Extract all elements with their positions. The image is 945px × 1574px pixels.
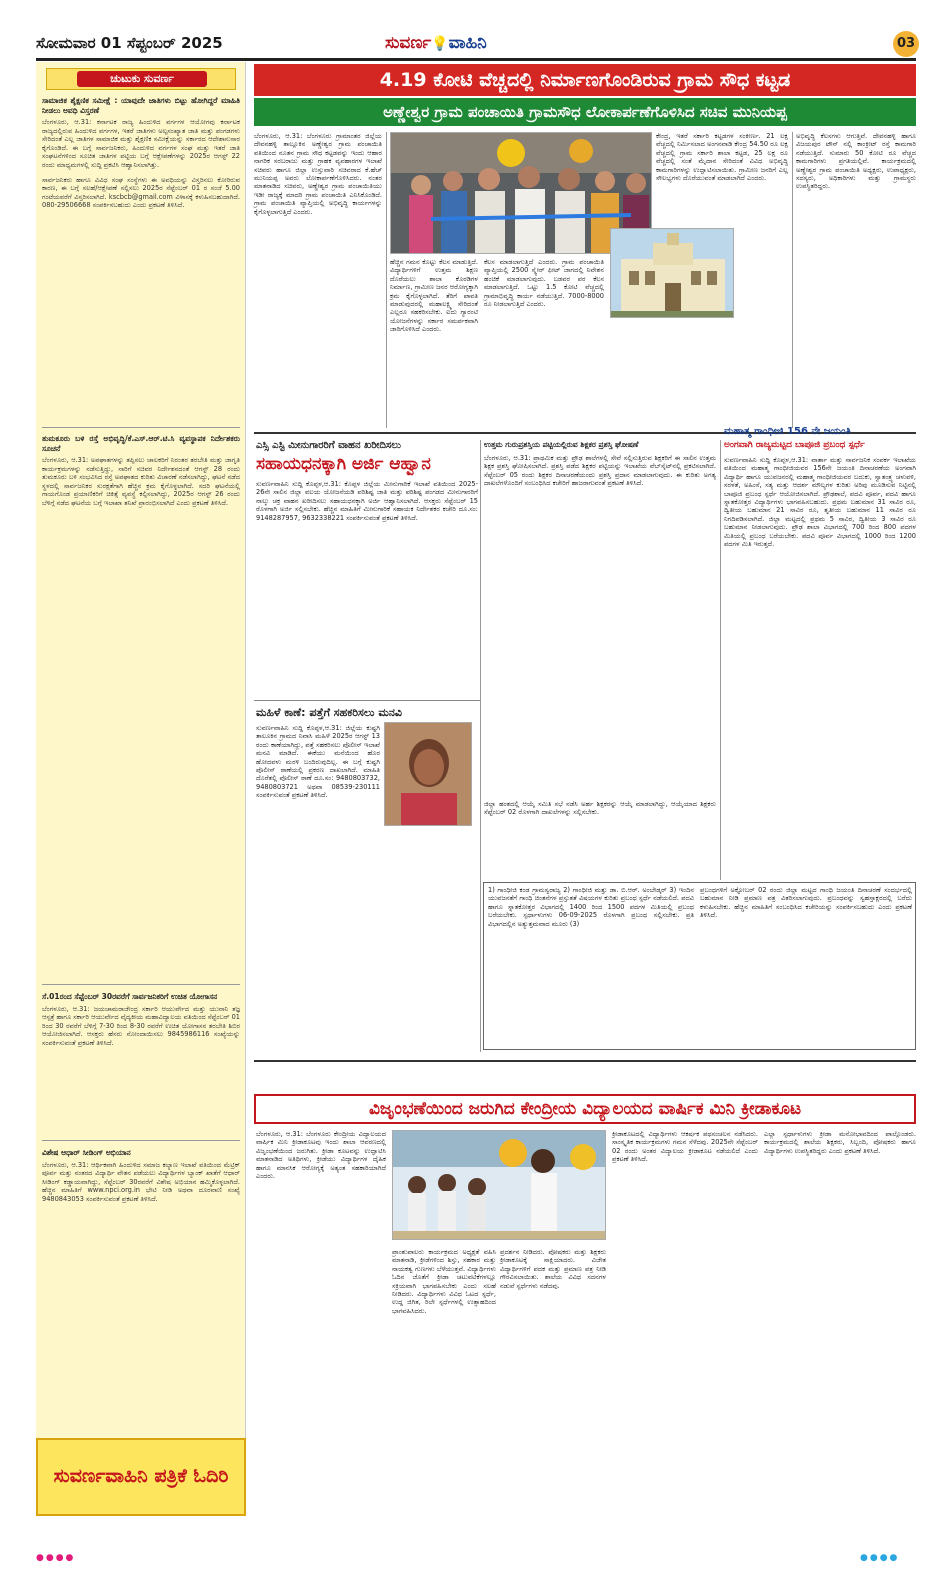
sports-column-2: ಪ್ರಾಂಶುಪಾಲರು ಕಾರ್ಯಕ್ರಮದ ಅಧ್ಯಕ್ಷತೆ ವಹಿಸಿ ಮಾತನಾಡಿ, ಕ್ರೀಡೆಗಳಿಂದ ಶಿಸ್ತು, ಸಹಕಾರ ಮತ್ತು ನಾಯಕತ್ವ ಗುಣಗಳು ಬೆಳೆಯುತ್ತವೆ. ವಿದ್ಯಾರ್ಥಿಗಳು ಓದಿನ ಜೊತೆಗೆ ಕ್ರೀಡಾ ಚಟುವಟಿಕೆಗಳಲ್ಲೂ ಸಕ್ರಿಯವಾಗಿ ಭಾಗವಹಿಸಬೇಕು ಎಂದು ಸಲಹೆ ನೀಡಿದರು. ವಿದ್ಯಾರ್ಥಿಗಳು ವಿವಿಧ ಓಟದ ಸ್ಪರ್ಧೆ, ಉದ್ದ ಜಿಗಿತ, ರಿಲೇ ಸ್ಪರ್ಧೆಗಳಲ್ಲಿ ಉತ್ಸಾಹದಿಂದ ಭಾಗವಹಿಸಿದರು. — [392, 1248, 496, 1315]
sports-column-1: ಬೆಂಗಳೂರು, ಆ.31: ಬೆಂಗಳೂರು ಕೇಂದ್ರೀಯ ವಿದ್ಯಾಲಯದ ವಾರ್ಷಿಕ ಮಿನಿ ಕ್ರೀಡಾಕೂಟವು ಇಂದು ಶಾಲಾ ಆವರಣದಲ್ಲಿ ವಿಜೃಂಭಣೆಯಿಂದ ಜರುಗಿತು. ಕ್ರೀಡಾ ಕೂಟವನ್ನು ಉದ್ಘಾಟಿಸಿ ಮಾತನಾಡಿದ ಅತಿಥಿಗಳು, ಕ್ರೀಡೆಯು ವಿದ್ಯಾರ್ಥಿಗಳ ದೈಹಿಕ ಹಾಗೂ ಮಾನಸಿಕ ಆರೋಗ್ಯಕ್ಕೆ ಅತ್ಯಂತ ಸಹಕಾರಿಯಾಗಿದೆ ಎಂದರು. — [256, 1130, 386, 1181]
lead-column-5: ಅಭಿವೃದ್ಧಿ ಕೆಲಸಗಳು ಆಗುತ್ತಿವೆ. ದೇವನಹಳ್ಳಿ ಹಾಗೂ ವಿಜಯಪುರ ಟೌನ್ ನಲ್ಲಿ ಕಾಂಕ್ರೀಟ್ ರಸ್ತೆ ಕಾಮಗಾರಿ ನಡೆಯುತ್ತಿದೆ. ಸುಮಾರು 50 ಕೋಟಿ ರೂ ವೆಚ್ಚದ ಕಾಮಗಾರಿಗಳು ಪ್ರಗತಿಯಲ್ಲಿವೆ. ಕಾರ್ಯಕ್ರಮದಲ್ಲಿ ಅಣ್ಣೇಶ್ವರ ಗ್ರಾಮ ಪಂಚಾಯಿತಿ ಅಧ್ಯಕ್ಷರು, ಉಪಾಧ್ಯಕ್ಷರು, ಸದಸ್ಯರು, ಅಧಿಕಾರಿಗಳು ಮತ್ತು ಗ್ರಾಮಸ್ಥರು ಉಪಸ್ಥಿತರಿದ್ದರು. — [796, 132, 916, 191]
divider — [42, 1140, 240, 1141]
brief-yoga — [42, 992, 240, 1047]
brand-right: ವಾಹಿನಿ — [448, 33, 487, 53]
promo-banner — [36, 1438, 246, 1516]
brief-yoga-body: ಬೆಂಗಳೂರು, ಆ.31: ಜಯಚಾಮರಾಜೇಂದ್ರ ಸರ್ಕಾರಿ ಆಯುರ್ವೇದ ಮತ್ತು ಯುನಾನಿ ತಜ್ಞ ಆಸ್ಪತ್ರೆ ಹಾಗೂ ಸರ್ಕಾರಿ ಆಯುರ್ವೇದ ವೈದ್ಯಕೀಯ ಮಹಾವಿದ್ಯಾಲಯ ವತಿಯಿಂದ ಸೆಪ್ಟೆಂಬರ್ 01 ರಿಂದ 30 ರವರೆಗೆ ಬೆಳಿಗ್ಗೆ 7-30 ರಿಂದ 8-30 ರವರೆಗೆ ಉಚಿತ ಯೋಗಾಸನ ತರಬೇತಿ ಶಿಬಿರ ಆಯೋಜಿಸಲಾಗಿದೆ. ಆಸಕ್ತರು ಹೆಸರು ನೋಂದಾಯಿಸಲು 9845986116 ಸಂಖ್ಯೆಯನ್ನು ಸಂಪರ್ಕಿಸುವಂತೆ ಪ್ರಕಟಣೆ ತಿಳಿಸಿದೆ. — [42, 1004, 240, 1047]
brief-aadhaar — [42, 1148, 240, 1203]
divider — [42, 984, 240, 985]
masthead-rule — [36, 58, 916, 61]
masthead — [0, 0, 945, 58]
brief-survey-body-2: ಸಾರ್ವಜನಿಕರು ಹಾಗೂ ವಿವಿಧ ಸಂಘ ಸಂಸ್ಥೆಗಳು ಈ ಅವಧಿಯನ್ನು ವಿಸ್ತರಿಸಲು ಕೋರಿರುವ ಕಾರಣ, ಈ ಬಗ್ಗೆ ಸಲಹೆ/ಆಕ್ಷೇಪಣೆ ಸಲ್ಲಿಸಲು 2025ರ ಸೆಪ್ಟೆಂಬರ್ 01 ರ ಸಂಜೆ 5.00 ಗಂಟೆಯವರೆಗೆ ವಿಸ್ತರಿಸಲಾಗಿದೆ. kscbcb@gmail.com ವಿಳಾಸಕ್ಕೆ ಕಳುಹಿಸಬಹುದಾಗಿದೆ. 080-29506668 ಸಂಪರ್ಕಿಸಬಹುದು ಎಂದು ಪ್ರಕಟಣೆ ತಿಳಿಸಿದೆ. — [42, 175, 240, 210]
gandhi-headline: ಅಂಗವಾಗಿ ರಾಜ್ಯಮಟ್ಟದ ಬಾಪೂಜಿ ಪ್ರಬಂಧ ಸ್ಪರ್ಧೆ — [724, 440, 865, 450]
lead-column-4: ಕೇಂದ್ರ, ಇತರೆ ಸರ್ಕಾರಿ ಕಟ್ಟಡಗಳ ಸಂಕೀರ್ಣ. 21 ಲಕ್ಷ ವೆಚ್ಚದಲ್ಲಿ ನಿರ್ಮಿಸಲಾದ ಅಂಗನವಾಡಿ ಕೇಂದ್ರ 54.50 ರೂ ಲಕ್ಷ ವೆಚ್ಚದಲ್ಲಿ ಗ್ರಾಮ ಸರ್ಕಾರಿ ಶಾಲಾ ಕಟ್ಟಡ, 25 ಲಕ್ಷ ರೂ ವೆಚ್ಚದಲ್ಲಿ ಸಂತೆ ಮೈದಾನ ಸೇರಿದಂತೆ ವಿವಿಧ ಅಭಿವೃದ್ಧಿ ಕಾಮಗಾರಿಗಳನ್ನು ಉದ್ಘಾಟಿಸಲಾಯಿತು. ಗ್ರಾಮೀಣ ಜನರಿಗೆ ಎಲ್ಲ ಸೌಲಭ್ಯಗಳು ದೊರೆಯುವಂತೆ ಮಾಡಲಾಗಿದೆ ಎಂದರು. — [656, 132, 788, 183]
lead-subheadline: ಅಣ್ಣೇಶ್ವರ ಗ್ರಾಮ ಪಂಚಾಯಿತಿ ಗ್ರಾಮಸೌಧ ಲೋಕಾರ್ಪಣೆಗೊಳಿಸಿದ ಸಚಿವ ಮುನಿಯಪ್ಪ — [254, 98, 916, 126]
registration-marks-icon: ●●●● — [860, 1553, 900, 1563]
left-column — [36, 62, 246, 1438]
brief-survey-body: ಬೆಂಗಳೂರು, ಆ.31: ಕರ್ನಾಟಕ ರಾಜ್ಯ ಹಿಂದುಳಿದ ವರ್ಗಗಳ ಆಯೋಗವು ಕರ್ನಾಟಕ ರಾಜ್ಯದಲ್ಲಿರುವ ಹಿಂದುಳಿದ ವರ್ಗಗಳ, ಇತರೆ ಜಾತಿಗಳು ಅಲ್ಪಸಂಖ್ಯಾತ ಜಾತಿ ಮತ್ತು ಪಂಗಡಗಳು ಸೇರಿದಂತೆ ಎಲ್ಲ ಜಾತಿಗಳ ಸಾಮಾಜಿಕ ಮತ್ತು ಶೈಕ್ಷಣಿಕ ಸಮೀಕ್ಷೆಯನ್ನು ಸರ್ಕಾರದ ಆದೇಶಾನುಸಾರ ಕೈಗೊಂಡಿದೆ. ಈ ಬಗ್ಗೆ ಸಾರ್ವಜನಿಕರು, ಹಿಂದುಳಿದ ವರ್ಗಗಳ ಸಂಘ ಮತ್ತು ಇತರೆ ಜಾತಿ ಸಂಘಟನೆಗಳಿಂದ ಸೂಚಿತ ಜಾತಿಗಳ ಪಟ್ಟಿಯ ಬಗ್ಗೆ ಆಕ್ಷೇಪಣೆಗಳನ್ನು 2025ರ ಆಗಸ್ಟ್ 22 ರಂದು ಮಾಧ್ಯಮಗಳಲ್ಲಿ ಸುದ್ದಿ ಪ್ರಕಟಿಸಿ ಆಹ್ವಾನಿಸಲಾಗಿತ್ತು. — [42, 118, 240, 169]
lamp-icon: 💡 — [431, 36, 449, 52]
brand-left: ಸುವರ್ಣ — [385, 33, 432, 53]
sports-illustration — [393, 1131, 606, 1240]
portrait-illustration — [385, 723, 472, 826]
section-rule — [254, 1060, 916, 1062]
section-banner — [46, 68, 236, 90]
sports-column-4: ಕ್ರೀಡಾಕೂಟದಲ್ಲಿ ವಿದ್ಯಾರ್ಥಿಗಳು ಆಕರ್ಷಕ ಪಥಸಂಚಲನ ನಡೆಸಿದರು. ಸಾಂಸ್ಕೃತಿಕ ಕಾರ್ಯಕ್ರಮಗಳು ಗಮನ ಸೆಳೆದವು. 2025ನೇ ಸೆಪ್ಟೆಂಬರ್ 02 ರಂದು ಅಂತರ ವಿದ್ಯಾಲಯ ಕ್ರೀಡಾಕೂಟ ನಡೆಯಲಿದೆ ಎಂದು ಪ್ರಕಟಣೆ ತಿಳಿಸಿದೆ. — [612, 1130, 758, 1164]
column-divider — [720, 440, 721, 880]
sports-headline: ವಿಜೃಂಭಣೆಯಿಂದ ಜರುಗಿದ ಕೇಂದ್ರೀಯ ವಿದ್ಯಾಲಯದ ವಾರ್ಷಿಕ ಮಿನಿ ಕ್ರೀಡಾಕೂಟ — [254, 1094, 916, 1124]
teachers-headline: ಉತ್ತಮ ಗುರುಪ್ರಶಸ್ತಿಯ ಪಟ್ಟಿಯಲ್ಲಿರುವ ಶಿಕ್ಷಕರ ಪ್ರಶಸ್ತಿ ಘೋಷಣೆ — [484, 440, 639, 449]
lead-column-2: ಹೆಚ್ಚಿನ ಗಮನ ಕೊಟ್ಟು ಕೆಲಸ ಮಾಡುತ್ತಿದೆ. ವಿದ್ಯಾರ್ಥಿಗಳಿಗೆ ಉತ್ತಮ ಶಿಕ್ಷಣ ದೊರೆಯಲು ಶಾಲಾ ಕೊಠಡಿಗಳ ನಿರ್ಮಾಣ, ಗ್ರಾಮೀಣ ಜನರ ಆರೋಗ್ಯಕ್ಕಾಗಿ ಕ್ರಮ ಕೈಗೊಳ್ಳಲಾಗಿದೆ. ತೆರಿಗೆ ಪಾವತಿ ಮಾಡುವುದರಲ್ಲಿ ಮಹಾಲಕ್ಷ್ಮಿ ಸೇರಿದಂತೆ ಎಲ್ಲರೂ ಸಹಕರಿಸಬೇಕು. ಐದು ಗ್ಯಾರಂಟಿ ಯೋಜನೆಗಳನ್ನು ಸರ್ಕಾರ ಸಮರ್ಪಕವಾಗಿ ಜಾರಿಗೊಳಿಸಿದೆ ಎಂದರು. — [390, 258, 478, 334]
sc-st-headline: ಸಹಾಯಧನಕ್ಕಾಗಿ ಅರ್ಜಿ ಆಹ್ವಾನ — [256, 454, 431, 474]
sc-st-body: ಸುವರ್ಣವಾಹಿನಿ ಸುದ್ದಿ ಕೊಪ್ಪಳ,ಆ.31: ಕೊಪ್ಪಳ ಜಿಲ್ಲೆಯ ಮೀನುಗಾರಿಕೆ ಇಲಾಖೆ ವತಿಯಿಂದ 2025-26ನೇ ಸಾಲಿನ ಜಿಲ್ಲಾ ವಲಯ ಯೋಜನೆಯಡಿ ಪರಿಶಿಷ್ಟ ಜಾತಿ ಮತ್ತು ಪರಿಶಿಷ್ಟ ಪಂಗಡದ ಮೀನುಗಾರರಿಗೆ ನಾಲ್ಕು ಚಕ್ರ ವಾಹನ ಖರೀದಿಸಲು ಸಹಾಯಧನಕ್ಕಾಗಿ ಅರ್ಜಿ ಆಹ್ವಾನಿಸಲಾಗಿದೆ. ಆಸಕ್ತರು ಸೆಪ್ಟೆಂಬರ್ 15 ರೊಳಗಾಗಿ ಅರ್ಜಿ ಸಲ್ಲಿಸಬೇಕು. ಹೆಚ್ಚಿನ ಮಾಹಿತಿಗೆ ಮೀನುಗಾರಿಕೆ ಸಹಾಯಕ ನಿರ್ದೇಶಕರ ಕಚೇರಿ ದೂ.ಸಂ: 9148287957, 9632338221 ಸಂಪರ್ಕಿಸುವಂತೆ ಪ್ರಕಟಣೆ ತಿಳಿಸಿದೆ. — [256, 480, 478, 522]
brief-survey-headline: ಸಾಮಾಜಿಕ ಶೈಕ್ಷಣಿಕ ಸಮೀಕ್ಷೆ : ಯಾವುದೇ ಜಾತಿಗಳು ಬಿಟ್ಟು ಹೋಗಿದ್ದರೆ ಮಾಹಿತಿ ನೀಡಲು ಅವಧಿ ವಿಸ್ತರಣೆ — [42, 96, 240, 115]
registration-marks-icon: ●●●● — [36, 1553, 76, 1563]
lead-column-1: ಬೆಂಗಳೂರು, ಆ.31: ಬೆಂಗಳೂರು ಗ್ರಾಮಾಂತರ ಜಿಲ್ಲೆಯ ದೇವನಹಳ್ಳಿ ತಾಲ್ಲೂಕಿನ ಅಣ್ಣೇಶ್ವರ ಗ್ರಾಮ ಪಂಚಾಯಿತಿ ವತಿಯಿಂದ ನೂತನ ಗ್ರಾಮ ಸೌಧ ಕಟ್ಟಡವನ್ನು ಇಂದು ಆಹಾರ ನಾಗರಿಕ ಸರಬರಾಜು ಮತ್ತು ಗ್ರಾಹಕ ವ್ಯವಹಾರಗಳ ಇಲಾಖೆ ಸಚಿವರು ಹಾಗೂ ಜಿಲ್ಲಾ ಉಸ್ತುವಾರಿ ಸಚಿವರಾದ ಕೆ.ಹೆಚ್ ಮುನಿಯಪ್ಪ ಅವರು ಲೋಕಾರ್ಪಣೆಗೊಳಿಸಿದರು. ನಂತರ ಮಾತನಾಡಿದ ಸಚಿವರು, ಅಣ್ಣೇಶ್ವರ ಗ್ರಾಮ ಪಂಚಾಯಿತಿಯು ಇಡೀ ರಾಜ್ಯಕ್ಕೆ ಮಾದರಿ ಗ್ರಾಮ ಪಂಚಾಯಿತಿ ಎನಿಸಿಕೊಂಡಿದೆ. ಗ್ರಾಮ ಪಂಚಾಯಿತಿ ವ್ಯಾಪ್ತಿಯಲ್ಲಿ ಅಭಿವೃದ್ಧಿ ಕಾರ್ಯಗಳನ್ನು ಕೈಗೊಳ್ಳಲಾಗುತ್ತಿದೆ ಎಂದರು. — [254, 132, 382, 216]
missing-woman-body: ಸುವರ್ಣವಾಹಿನಿ ಸುದ್ದಿ ಕೊಪ್ಪಳ,ಆ.31: ಜಿಲ್ಲೆಯ ಕುಷ್ಟಗಿ ತಾಲೂಕಿನ ಗ್ರಾಮದ ನಿವಾಸಿ ಮಹಿಳೆ 2025ರ ಆಗಸ್ಟ್ 13 ರಂದು ಕಾಣೆಯಾಗಿದ್ದು, ಪತ್ತೆ ಸಹಕರಿಸಲು ಪೊಲೀಸ್ ಇಲಾಖೆ ಮನವಿ ಮಾಡಿದೆ. ಈಕೆಯು ಮನೆಯಿಂದ ಹೊರ ಹೋದವಳು ಮರಳಿ ಬಂದಿರುವುದಿಲ್ಲ. ಈ ಬಗ್ಗೆ ಕುಷ್ಟಗಿ ಪೊಲೀಸ್ ಠಾಣೆಯಲ್ಲಿ ಪ್ರಕರಣ ದಾಖಲಾಗಿದೆ. ಮಾಹಿತಿ ದೊರೆತಲ್ಲಿ ಪೊಲೀಸ್ ಠಾಣೆ ದೂ.ಸಂ: 9480803732, 9480803721 ಅಥವಾ 08539-230111 ಸಂಪರ್ಕಿಸುವಂತೆ ಪ್ರಕಟಣೆ ತಿಳಿಸಿದೆ. — [256, 724, 380, 800]
promo-text: ಸುವರ್ಣವಾಹಿನಿ ಪತ್ರಿಕೆ ಓದಿರಿ — [53, 1465, 229, 1487]
brief-aadhaar-body: ಬೆಂಗಳೂರು, ಆ.31: ಆರ್ಥಿಕವಾಗಿ ಹಿಂದುಳಿದ ಸಮಾಜ ಕಲ್ಯಾಣ ಇಲಾಖೆ ವತಿಯಿಂದ ಮೆಟ್ರಿಕ್ ಪೂರ್ವ ಮತ್ತು ನಂತರದ ವಿದ್ಯಾರ್ಥಿ ವೇತನ ಪಡೆಯಲು ವಿದ್ಯಾರ್ಥಿಗಳ ಬ್ಯಾಂಕ್ ಖಾತೆಗೆ ಆಧಾರ್ ಸೀಡಿಂಗ್ ಕಡ್ಡಾಯವಾಗಿದ್ದು, ಸೆಪ್ಟೆಂಬರ್ 30ರವರೆಗೆ ವಿಶೇಷ ಅಭಿಯಾನ ಹಮ್ಮಿಕೊಳ್ಳಲಾಗಿದೆ. ಹೆಚ್ಚಿನ ಮಾಹಿತಿಗೆ www.npci.org.in ಭೇಟಿ ನೀಡಿ ಅಥವಾ ದೂರವಾಣಿ ಸಂಖ್ಯೆ 9480843053 ಸಂಪರ್ಕಿಸುವಂತೆ ಪ್ರಕಟಣೆ ತಿಳಿಸಿದೆ. — [42, 1160, 240, 1203]
brand-logo — [385, 33, 487, 53]
sports-column-3: ಪ್ರದರ್ಶನ ನೀಡಿದರು. ಪೋಷಕರು ಮತ್ತು ಶಿಕ್ಷಕರು ಕ್ರೀಡಾಕೂಟಕ್ಕೆ ಸಾಕ್ಷಿಯಾದರು. ವಿಜೇತ ವಿದ್ಯಾರ್ಥಿಗಳಿಗೆ ಪದಕ ಮತ್ತು ಪ್ರಮಾಣ ಪತ್ರ ನೀಡಿ ಗೌರವಿಸಲಾಯಿತು. ಶಾಲೆಯ ವಿವಿಧ ಸದನಗಳ ನಡುವೆ ಸ್ಪರ್ಧೆಗಳು ನಡೆದವು. — [500, 1248, 606, 1290]
sports-column-5: ಎಲ್ಲಾ ಸ್ಪರ್ಧಾಳುಗಳು ಕ್ರೀಡಾ ಮನೋಭಾವದಿಂದ ಪಾಲ್ಗೊಂಡರು. ಕಾರ್ಯಕ್ರಮದಲ್ಲಿ ಶಾಲೆಯ ಶಿಕ್ಷಕರು, ಸಿಬ್ಬಂದಿ, ಪೋಷಕರು ಹಾಗೂ ವಿದ್ಯಾರ್ಥಿಗಳು ಉಪಸ್ಥಿತರಿದ್ದರು ಎಂದು ಪ್ರಕಟಣೆ ತಿಳಿಸಿದೆ. — [764, 1130, 916, 1155]
teachers-body: ಬೆಂಗಳೂರು, ಆ.31: ಪ್ರಾಥಮಿಕ ಮತ್ತು ಪ್ರೌಢ ಶಾಲೆಗಳಲ್ಲಿ ಸೇವೆ ಸಲ್ಲಿಸುತ್ತಿರುವ ಶಿಕ್ಷಕರಿಗೆ ಈ ಸಾಲಿನ ಉತ್ತಮ ಶಿಕ್ಷಕ ಪ್ರಶಸ್ತಿ ಘೋಷಿಸಲಾಗಿದೆ. ಪ್ರಶಸ್ತಿ ಪಡೆದ ಶಿಕ್ಷಕರ ಪಟ್ಟಿಯನ್ನು ಇಲಾಖೆಯ ವೆಬ್‌ಸೈಟ್‌ನಲ್ಲಿ ಪ್ರಕಟಿಸಲಾಗಿದೆ. ಸೆಪ್ಟೆಂಬರ್ 05 ರಂದು ಶಿಕ್ಷಕರ ದಿನಾಚರಣೆಯಂದು ಪ್ರಶಸ್ತಿ ಪ್ರದಾನ ಮಾಡಲಾಗುವುದು. ಈ ಕುರಿತು ಅಗತ್ಯ ದಾಖಲೆಗಳೊಂದಿಗೆ ಸಂಬಂಧಿಸಿದ ಕಚೇರಿಗೆ ಹಾಜರಾಗುವಂತೆ ಪ್ರಕಟಣೆ ತಿಳಿಸಿದೆ. — [484, 454, 716, 488]
issue-date: ಸೋಮವಾರ 01 ಸೆಪ್ಟಂಬರ್ 2025 — [36, 34, 223, 52]
footer-registration — [0, 1528, 945, 1574]
brief-yoga-headline: ಸೆ.01ರಂದ ಸೆಪ್ಟೆಂಬರ್ 30ರವರೆಗೆ ಸಾರ್ವಜನಿಕರಿಗೆ ಉಚಿತ ಯೋಗಾಸನ — [42, 992, 218, 1001]
missing-woman-photo — [384, 722, 472, 826]
divider — [42, 427, 240, 428]
missing-woman-headline: ಮಹಿಳೆ ಕಾಣೆ: ಪತ್ತೆಗೆ ಸಹಕರಿಸಲು ಮನವಿ — [256, 706, 402, 719]
section-rule — [254, 700, 480, 701]
building-illustration — [611, 229, 734, 318]
section-label: ಚುಟುಕು ಸುವರ್ಣ — [77, 71, 207, 87]
essay-info-text: 1) ಗಾಂಧೀಜಿ ಕಂಡ ಗ್ರಾಮಸ್ವರಾಜ್ಯ 2) ಗಾಂಧೀಜಿ ಮತ್ತು ಡಾ. ಬಿ.ಆರ್. ಅಂಬೇಡ್ಕರ್ 3) ಇಂದಿನ ಯುವಜನತೆಗೆ ಗಾಂಧಿ ಚಿಂತನೆಗಳ ಪ್ರಸ್ತುತತೆ ವಿಷಯಗಳ ಕುರಿತು ಪ್ರಬಂಧ ಸ್ಪರ್ಧೆ ನಡೆಯಲಿದೆ. ಪದವಿ ಹಾಗೂ ಸ್ನಾತಕೋತ್ತರ ವಿಭಾಗದಲ್ಲಿ 1400 ರಿಂದ 1500 ಪದಗಳ ಮಿತಿಯಲ್ಲಿ ಪ್ರಬಂಧ ಬರೆಯಬೇಕು. ಸ್ಪರ್ಧಾಳುಗಳು 06-09-2025 ರೊಳಗಾಗಿ ಪ್ರಬಂಧ ಸಲ್ಲಿಸಬೇಕು. ಪ್ರತಿ ವಿಭಾಗದಲ್ಲಿನ ಅತ್ಯುತ್ತಮವಾದ ಮೂರು (3) — [488, 886, 694, 928]
brief-ksrtc-body: ಬೆಂಗಳೂರು, ಆ.31: ಅಪಘಾತಗಳನ್ನು ತಪ್ಪಿಸಲು ಚಾಲಕರಿಗೆ ನಿರಂತರ ತರಬೇತಿ ಮತ್ತು ಜಾಗೃತಿ ಕಾರ್ಯಕ್ರಮಗಳನ್ನು ನಡೆಸುತ್ತಿದ್ದು, ಸಾರಿಗೆ ಸಚಿವರ ನಿರ್ದೇಶನದಂತೆ ಆಗಸ್ಟ್ 28 ರಂದು ತುಮಕೂರು ಬಳಿ ಸಂಭವಿಸಿದ ರಸ್ತೆ ಅಪಘಾತದ ಕುರಿತು ವಿಚಾರಣೆ ನಡೆಸಲಾಗಿದ್ದು, ಘಟನೆ ನಡೆದ ಸ್ಥಳದಲ್ಲಿ ಸಾರ್ವಜನಿಕರ ಸುರಕ್ಷತೆಗಾಗಿ ಹೆಚ್ಚಿನ ಕ್ರಮ ಕೈಗೊಳ್ಳಲಾಗಿದೆ. ಸದರಿ ಘಟನೆಯಲ್ಲಿ ಗಾಯಗೊಂಡ ಪ್ರಯಾಣಿಕರಿಗೆ ಚಿಕಿತ್ಸೆ ವ್ಯವಸ್ಥೆ ಕಲ್ಪಿಸಲಾಗಿದ್ದು, 2025ರ ಆಗಸ್ಟ್ 26 ರಂದು ಬೆಳಿಗ್ಗೆ ನಡೆದ ಘಟನೆಯ ಬಗ್ಗೆ ಇಲಾಖಾ ತನಿಖೆ ಪ್ರಾರಂಭಿಸಲಾಗಿದೆ ಎಂದು ಪ್ರಕಟಣೆ ತಿಳಿಸಿದೆ. — [42, 456, 240, 507]
gandhi-body: ಸುವರ್ಣವಾಹಿನಿ ಸುದ್ದಿ ಕೊಪ್ಪಳ,ಆ.31: ವಾರ್ತಾ ಮತ್ತು ಸಾರ್ವಜನಿಕ ಸಂಪರ್ಕ ಇಲಾಖೆಯ ವತಿಯಿಂದ ಮಹಾತ್ಮ ಗಾಂಧೀಜಿಯವರ 156ನೇ ಜಯಂತಿ ದಿನಾಚರಣೆಯ ಅಂಗವಾಗಿ ವಿದ್ಯಾರ್ಥಿ ಹಾಗೂ ಯುವಜನರಲ್ಲಿ ಮಹಾತ್ಮ ಗಾಂಧೀಜಿಯವರ ಬದುಕು, ಸ್ವಾತಂತ್ರ್ಯ ಚಳುವಳಿ, ಸರಳತೆ, ಅಹಿಂಸೆ, ಸತ್ಯ ಮತ್ತು ಆದರ್ಶ ಮೌಲ್ಯಗಳ ಕುರಿತು ಅರಿವು ಮೂಡಿಸುವ ನಿಟ್ಟಿನಲ್ಲಿ ಬಾಪೂಜಿ ಪ್ರಬಂಧ ಸ್ಪರ್ಧೆ ಆಯೋಜಿಸಲಾಗಿದೆ. ಪ್ರೌಢಶಾಲೆ, ಪದವಿ ಪೂರ್ವ, ಪದವಿ ಹಾಗೂ ಸ್ನಾತಕೋತ್ತರ ವಿದ್ಯಾರ್ಥಿಗಳು ಭಾಗವಹಿಸಬಹುದು. ಪ್ರಥಮ ಬಹುಮಾನ 31 ಸಾವಿರ ರೂ, ದ್ವಿತೀಯ ಬಹುಮಾನ 21 ಸಾವಿರ ರೂ, ತೃತೀಯ ಬಹುಮಾನ 11 ಸಾವಿರ ರೂ ನಿಗದಿಪಡಿಸಲಾಗಿದೆ. ಜಿಲ್ಲಾ ಮಟ್ಟದಲ್ಲಿ ಪ್ರಥಮ 5 ಸಾವಿರ, ದ್ವಿತೀಯ 3 ಸಾವಿರ ರೂ ಬಹುಮಾನ ನೀಡಲಾಗುವುದು. ಪ್ರೌಢ ಶಾಲಾ ವಿಭಾಗದಲ್ಲಿ 700 ರಿಂದ 800 ಪದಗಳ ಮಿತಿಯಲ್ಲಿ ಪ್ರಬಂಧ ಬರೆಯಬೇಕು. ಪದವಿ ಪೂರ್ವ ವಿಭಾಗದಲ್ಲಿ 1000 ರಿಂದ 1200 ಪದಗಳ ಮಿತಿ ಇರುತ್ತದೆ. — [724, 456, 916, 549]
essay-info-text-2: ಪ್ರಬಂಧಗಳಿಗೆ ಅಕ್ಟೋಬರ್ 02 ರಂದು ಜಿಲ್ಲಾ ಮಟ್ಟದ ಗಾಂಧಿ ಜಯಂತಿ ದಿನಾಚರಣೆ ಸಂದರ್ಭದಲ್ಲಿ ಬಹುಮಾನ ನೀಡಿ ಪ್ರಮಾಣ ಪತ್ರ ವಿತರಿಸಲಾಗುವುದು. ಪ್ರಬಂಧವನ್ನು ಸ್ವಹಸ್ತಾಕ್ಷರದಲ್ಲಿ ಬರೆದು ಕಳುಹಿಸಬೇಕು. ಹೆಚ್ಚಿನ ಮಾಹಿತಿಗೆ ಸಂಬಂಧಿಸಿದ ಕಚೇರಿಯನ್ನು ಸಂಪರ್ಕಿಸಬಹುದು ಎಂದು ಪ್ರಕಟಣೆ ತಿಳಿಸಿದೆ. — [700, 886, 912, 920]
sc-st-kicker: ಎಸ್ಸಿ ಎಸ್ಟಿ ಮೀನುಗಾರರಿಗೆ ವಾಹನ ಖರೀದಿಸಲು — [256, 440, 401, 451]
gandhi-kicker: ಮಹಾತ್ಮ ಗಾಂಧೀಜಿ 156 ನೇ ಜಯಂತಿ — [724, 426, 851, 437]
teachers-body-2: ಜಿಲ್ಲಾ ಹಂತದಲ್ಲಿ ಆಯ್ಕೆ ಸಮಿತಿ ಸಭೆ ನಡೆಸಿ ಅರ್ಹ ಶಿಕ್ಷಕರನ್ನು ಆಯ್ಕೆ ಮಾಡಲಾಗಿದ್ದು, ಆಯ್ಕೆಯಾದ ಶಿಕ್ಷಕರು ಸೆಪ್ಟೆಂಬರ್ 02 ರೊಳಗಾಗಿ ದಾಖಲೆಗಳನ್ನು ಸಲ್ಲಿಸಬೇಕು. — [484, 800, 716, 817]
column-divider — [792, 132, 793, 428]
page-number: 03 — [893, 31, 919, 57]
brief-ksrtc — [42, 434, 240, 508]
column-divider — [386, 132, 387, 428]
lead-headline: 4.19 ಕೋಟಿ ವೆಚ್ಚದಲ್ಲಿ ನಿರ್ಮಾಣಗೊಂಡಿರುವ ಗ್ರಾಮ ಸೌಧ ಕಟ್ಟಡ — [254, 64, 916, 96]
gram-soudha-building-photo — [610, 228, 734, 318]
brief-ksrtc-headline: ತುಮಕೂರು ಬಳಿ ರಸ್ತೆ ಅಭಿವೃದ್ಧಿ/ಕೆ.ಎಸ್.ಆರ್.ಟಿ.ಸಿ ವ್ಯವಸ್ಥಾಪಕ ನಿರ್ದೇಶಕರು ಸೂಚನೆ — [42, 434, 240, 453]
column-divider — [480, 440, 481, 1052]
sports-day-photo — [392, 1130, 606, 1240]
brief-aadhaar-headline: ವಿಶೇಷ ಆಧಾರ್ ಸೀಡಿಂಗ್ ಅಭಿಯಾನ — [42, 1148, 131, 1157]
lead-column-3: ಕೆಲಸ ಮಾಡಲಾಗುತ್ತಿದೆ ಎಂದರು. ಗ್ರಾಮ ಪಂಚಾಯಿತಿ ವ್ಯಾಪ್ತಿಯಲ್ಲಿ 2500 ಸ್ಕ್ವೇರ್ ಫೀಟ್ ಜಾಗದಲ್ಲಿ ನಿವೇಶನ ಹಂಚಿಕೆ ಮಾಡಲಾಗುವುದು. ಬಡವರ ಪರ ಕೆಲಸ ಮಾಡಲಾಗುತ್ತಿದೆ. ಒಟ್ಟು 1.5 ಕೋಟಿ ವೆಚ್ಚದಲ್ಲಿ ಗ್ರಾಮಾಭಿವೃದ್ಧಿ ಕಾರ್ಯ ನಡೆಯುತ್ತಿದೆ. 7000-8000 ರೂ ನೀಡಲಾಗುತ್ತಿದೆ ಎಂದರು. — [484, 258, 604, 309]
brief-survey — [42, 96, 240, 210]
